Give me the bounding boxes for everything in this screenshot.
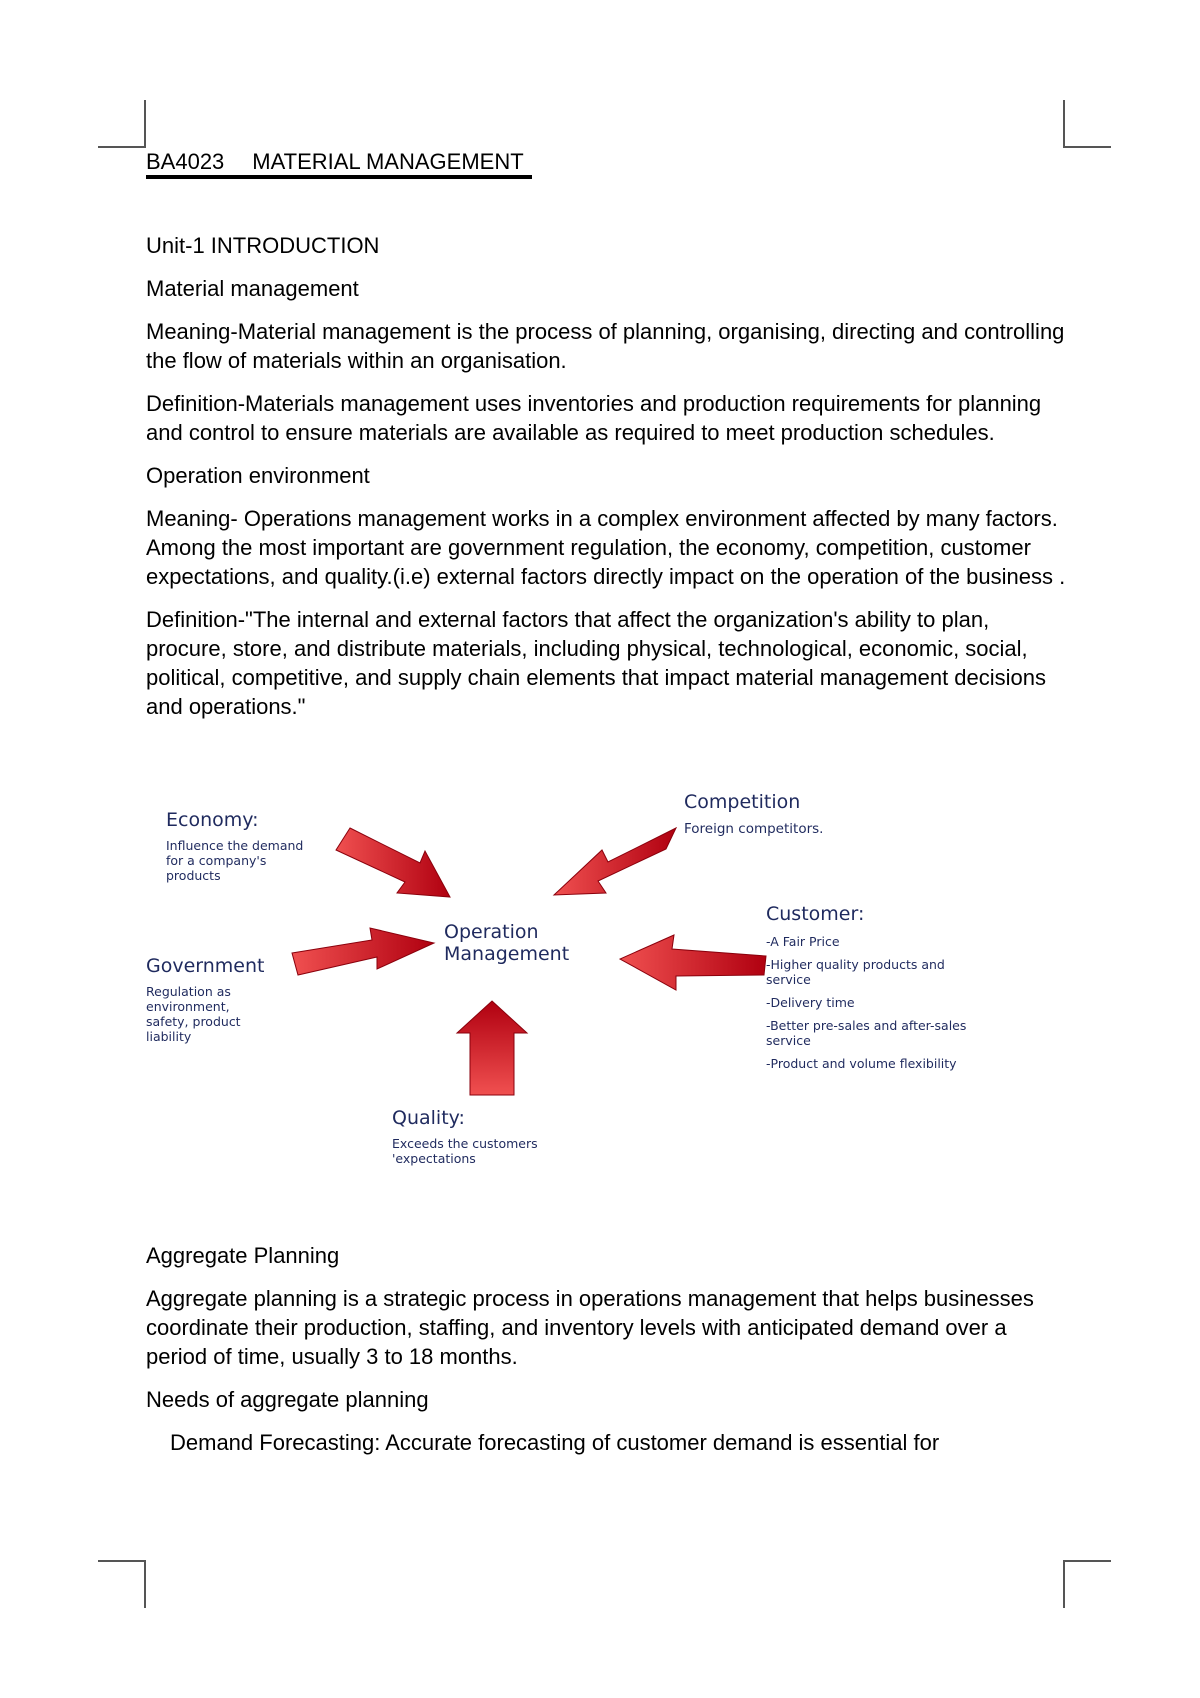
course-code: BA4023: [146, 149, 225, 174]
customer-title: Customer:: [766, 903, 865, 925]
government-label: [146, 955, 265, 1044]
crop-mark-top-right: [1063, 100, 1111, 148]
needs-item-demand-forecasting: Demand Forecasting: Accurate forecasting of customer demand is essential for: [170, 1430, 940, 1455]
crop-mark-bottom-left: [98, 1560, 146, 1608]
customer-item-4: -Better pre-sales and after-sales service: [766, 1018, 967, 1048]
material-management-definition: Definition-Materials management uses inventories and production requirements for planning and control to ensure materials are available as required to meet production schedules.: [146, 391, 1042, 445]
customer-item-3: -Delivery time: [766, 995, 855, 1010]
quality-line-2: 'expectations: [392, 1151, 476, 1166]
center-line-2: Management: [444, 943, 570, 965]
operation-management-label: [444, 921, 569, 965]
economy-label: [166, 809, 303, 883]
government-arrow: [292, 928, 434, 975]
unit-title: Unit-1 INTRODUCTION: [146, 233, 380, 258]
quality-arrow: [457, 1001, 527, 1095]
competition-label: [684, 791, 823, 837]
material-management-heading: Material management: [146, 276, 359, 301]
quality-title: Quality:: [392, 1107, 465, 1129]
competition-text: Foreign competitors.: [684, 821, 824, 837]
economy-line-1: Influence the demand: [166, 838, 304, 853]
aggregate-planning-heading: Aggregate Planning: [146, 1243, 340, 1268]
quality-label: [392, 1107, 538, 1166]
operation-environment-heading: Operation environment: [146, 463, 370, 488]
needs-heading: Needs of aggregate planning: [146, 1387, 429, 1412]
crop-mark-bottom-right: [1063, 1560, 1111, 1608]
government-line-1: Regulation as: [146, 984, 231, 999]
government-title: Government: [146, 955, 265, 977]
center-line-1: Operation: [444, 921, 539, 943]
crop-mark-top-left: [98, 100, 146, 148]
customer-label: [766, 903, 992, 1079]
operation-environment-diagram: [142, 765, 1042, 1195]
operation-environment-meaning: Meaning- Operations management works in a complex environment affected by many factors. Among the most important are government regulation, the economy, competition, customer expectations, and quality.(i.e) external factors directly impact on the operation of the business .: [146, 506, 1066, 589]
aggregate-planning-text: Aggregate planning is a strategic process in operations management that helps businesses coordinate their production, staffing, and inventory levels with anticipated demand over a period of time, usually 3 to 18 months.: [146, 1286, 1034, 1369]
government-line-4: liability: [146, 1029, 192, 1044]
document-header: [146, 149, 532, 179]
material-management-meaning: Meaning-Material management is the process of planning, organising, directing and controlling the flow of materials within an organisation.: [146, 319, 1065, 373]
operation-environment-definition: Definition-"The internal and external factors that affect the organization's ability to plan, procure, store, and distribute materials, including physical, technological, economic, social, political, competitive, and supply chain elements that impact material management decisions and operations.": [146, 607, 1047, 719]
course-title: MATERIAL MANAGEMENT: [252, 149, 524, 174]
government-line-2: environment,: [146, 999, 230, 1014]
government-line-3: safety, product: [146, 1014, 241, 1029]
competition-title: Competition: [684, 791, 801, 813]
economy-arrow: [336, 828, 450, 897]
competition-arrow: [554, 828, 676, 895]
document-body: [146, 147, 1066, 1471]
economy-line-2: for a company's: [166, 853, 267, 868]
economy-title: Economy:: [166, 809, 259, 831]
customer-item-1: -A Fair Price: [766, 934, 840, 949]
quality-line-1: Exceeds the customers: [392, 1136, 538, 1151]
customer-arrow: [620, 935, 766, 990]
customer-item-5: -Product and volume flexibility: [766, 1056, 957, 1071]
customer-item-2: -Higher quality products and service: [766, 957, 945, 987]
economy-line-3: products: [166, 868, 221, 883]
